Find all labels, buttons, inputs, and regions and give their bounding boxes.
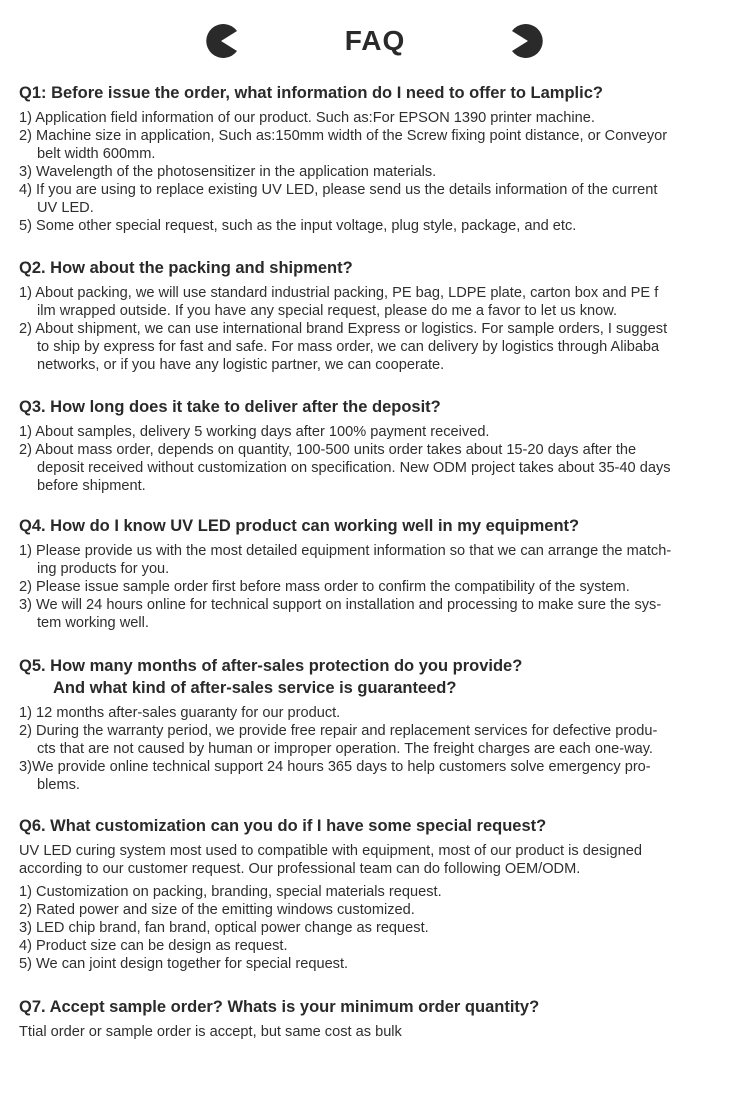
faq-question: Q6. What customization can you do if I have some special request? [19,817,547,835]
faq-q1 [19,82,739,235]
faq-answer-line: 3) We will 24 hours online for technical support on installation and processing to make sure the sys- tem working well. [19,597,662,631]
faq-q5 [19,655,739,794]
faq-answer-line: 2) Machine size in application, Such as:150mm width of the Screw fixing point distance, or Conveyor belt width 600mm. [19,128,668,162]
faq-answer-line: 1) 12 months after-sales guaranty for our product. [19,705,341,721]
faq-answer-line: 2) About shipment, we can use international brand Express or logistics. For sample orders, I suggest to ship by express for fast and safe. For mass order, we can delivery by logistics through Alibaba networks, or if you have any logistic partner, we can cooperate. [19,321,668,373]
faq-answer-line: 2) About mass order, depends on quantity, 100-500 units order takes about 15-20 days after the deposit received without customization on specification. New ODM project takes about 35-40 days before shipment. [19,442,671,494]
faq-answer-line: 3) LED chip brand, fan brand, optical power change as request. [19,920,429,936]
faq-answer-line: 5) Some other special request, such as the input voltage, plug style, package, and etc. [19,218,577,234]
faq-answer-line: 4) If you are using to replace existing UV LED, please send us the details information of the current UV LED. [19,182,658,216]
faq-answer-line: 2) During the warranty period, we provide free repair and replacement services for defective produ- cts that are not caused by human or improper operation. The freight charges are each one-way. [19,723,658,757]
faq-answer-line: 2) Rated power and size of the emitting windows customized. [19,902,415,918]
faq-q2 [19,257,739,374]
faq-answer-line: 1) Please provide us with the most detailed equipment information so that we can arrange the match- ing products for you. [19,543,672,577]
pacman-right-icon [510,22,546,60]
faq-question: Q2. How about the packing and shipment? [19,259,353,277]
faq-answer-line: 3)We provide online technical support 24 hours 365 days to help customers solve emergency pro- blems. [19,759,651,793]
faq-answer-line: 4) Product size can be design as request. [19,938,288,954]
faq-answer-line: 3) Wavelength of the photosensitizer in the application materials. [19,164,437,180]
faq-header [0,20,750,66]
faq-question: Q7. Accept sample order? Whats is your minimum order quantity? [19,998,540,1016]
faq-answer-line: 1) About samples, delivery 5 working days after 100% payment received. [19,424,490,440]
faq-question: Q4. How do I know UV LED product can working well in my equipment? [19,517,580,535]
page-title: FAQ [344,25,406,56]
faq-answer-line: 5) We can joint design together for special request. [19,956,349,972]
faq-answer-line: 1) About packing, we will use standard industrial packing, PE bag, LDPE plate, carton box and PE f ilm wrapped outside. If you have any special request, please do me a favor to let us know. [19,285,659,319]
faq-question: Q1: Before issue the order, what information do I need to offer to Lamplic? [19,84,603,102]
faq-q3 [19,396,739,495]
faq-q7 [19,996,739,1041]
faq-question: Q5. How many months of after-sales protection do you provide? And what kind of after-sales service is guaranteed? [19,657,523,697]
faq-list [19,82,739,1041]
faq-answer-paragraph: Ttial order or sample order is accept, but same cost as bulk [19,1024,402,1040]
faq-q6 [19,815,739,973]
faq-answer-line: 1) Application field information of our product. Such as:For EPSON 1390 printer machine. [19,110,595,126]
faq-answer-line: 2) Please issue sample order first before mass order to confirm the compatibility of the system. [19,579,630,595]
faq-question: Q3. How long does it take to deliver after the deposit? [19,398,441,416]
faq-answer-line: 1) Customization on packing, branding, special materials request. [19,884,442,900]
faq-answer-paragraph: UV LED curing system most used to compatible with equipment, most of our product is designed according to our customer request. Our professional team can do following OEM/ODM. [19,843,642,877]
faq-q4 [19,515,739,632]
